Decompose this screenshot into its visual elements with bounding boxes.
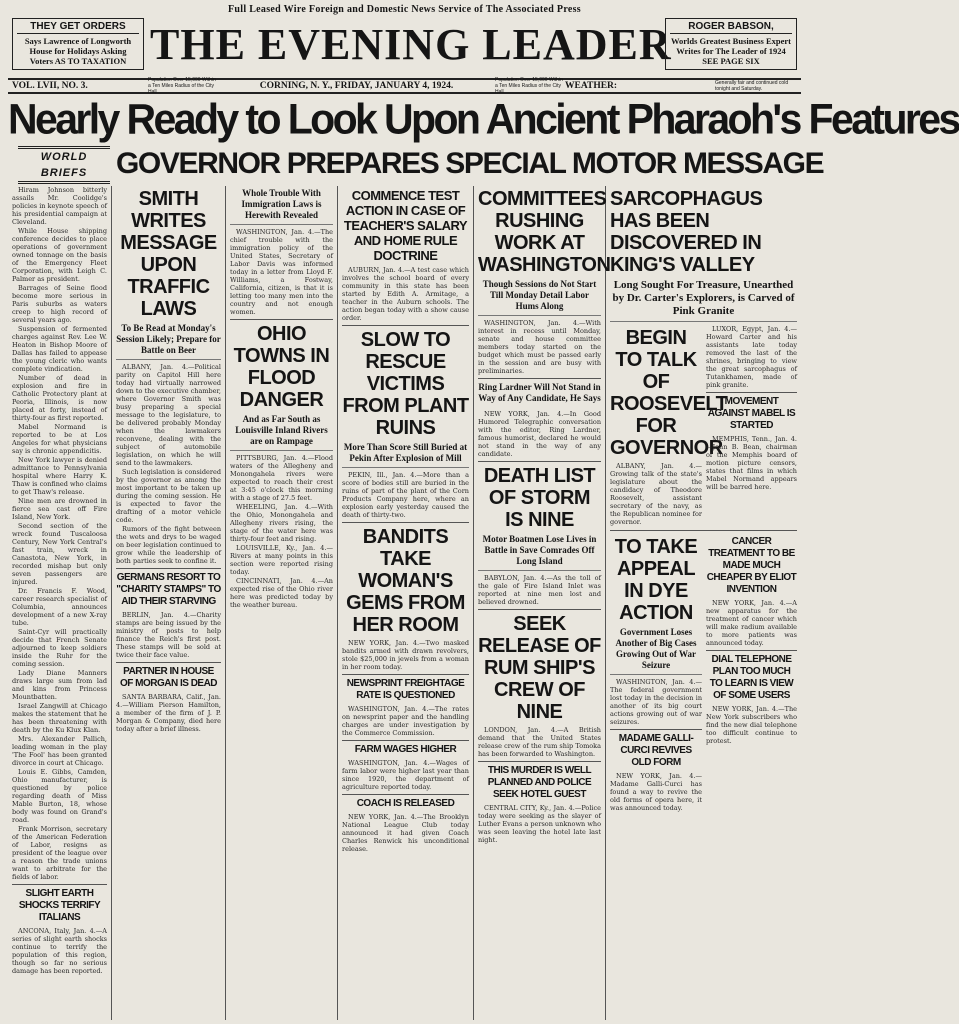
pekin-headline: SLOW TO RESCUE VICTIMS FROM PLANT RUINS xyxy=(342,329,469,439)
left-ear-head: THEY GET ORDERS xyxy=(17,21,139,34)
roosevelt-headline: BEGIN TO TALK OF ROOSEVELT FOR GOVERNOR xyxy=(610,327,728,459)
smith-text xyxy=(116,363,221,565)
charity-stamps-para: BERLIN, Jan. 4.—Charity stamps are being issued by the ministry of posts to help finance the Reich's first post. These stamps will be sold at twice their face value. xyxy=(116,611,221,659)
world-brief-item: Israel Zangwill at Chicago makes the statement that he has been threatening with death by the Ku Klux Klan. xyxy=(12,702,107,734)
dial-telephone-para: NEW YORK, Jan. 4.—The New York subscribers who find the new dial telephone too difficult continue to protest. xyxy=(706,705,797,745)
storm-deck: Motor Boatmen Lose Lives in Battle in Save Comrades Off Long Island xyxy=(478,534,601,571)
cancer-column xyxy=(706,534,797,813)
columns xyxy=(8,186,801,1020)
column-world-briefs xyxy=(8,186,112,1020)
ohio-para: LOUISVILLE, Ky., Jan. 4.—Rivers at many points in this section were reported rising today. xyxy=(230,544,333,576)
cancer-headline: CANCER TREATMENT TO BE MADE MUCH CHEAPER BY ELIOT INVENTION xyxy=(706,536,797,595)
world-briefs-list xyxy=(12,186,107,881)
pekin-text xyxy=(342,471,469,519)
morgan-text xyxy=(116,693,221,733)
bandits-para: NEW YORK, Jan. 4.—Two masked bandits armed with drawn revolvers, stole $25,000 in jewels from a woman in her room today. xyxy=(342,639,469,671)
morgan-para: SANTA BARBARA, Calif., Jan. 4.—William Pierson Hamilton, a member of the firm of J. P. Morgan & Company, died here today after a brief illness. xyxy=(116,693,221,733)
morgan-head: PARTNER IN HOUSE OF MORGAN IS DEAD xyxy=(119,666,218,689)
ohio-para: WHEELING, Jan. 4.—With the Ohio, Monongahela and Allegheny rivers rising, the stage of the water here was thirty-four feet and rising. xyxy=(230,503,333,543)
ohio-para: PITTSBURG, Jan. 4.—Flood waters of the Allegheny and Monongahela rivers were expected to reach their crest at 3:45 o'clock this morning with a stage of 27.5 feet. xyxy=(230,454,333,502)
charity-stamps-text xyxy=(116,611,221,659)
world-brief-item: Dr. Francis F. Wood, career research specialist of Columbia, announces development of a new X-ray tube. xyxy=(12,587,107,627)
right-ear-box xyxy=(665,18,797,70)
divider xyxy=(116,662,221,663)
galli-curci-headline: MADAME GALLI-CURCI REVIVES OLD FORM xyxy=(618,733,694,768)
left-ear-body: Says Lawrence of Longworth House for Holidays Asking Voters AS TO TAXATION xyxy=(24,36,132,66)
divider xyxy=(706,650,797,651)
bandits-headline: BANDITS TAKE WOMAN'S GEMS FROM HER ROOM xyxy=(346,526,465,636)
rum-ship-headline: SEEK RELEASE OF RUM SHIP'S CREW OF NINE xyxy=(478,613,601,723)
dye-headline: TO TAKE APPEAL IN DYE ACTION xyxy=(614,536,698,624)
volume-number: VOL. LVII, NO. 3. xyxy=(12,81,88,91)
sarcophagus-headline: SARCOPHAGUS HAS BEEN DISCOVERED IN KING'S VALLEY xyxy=(610,188,763,276)
world-briefs-label: WORLD BRIEFS xyxy=(18,146,110,184)
nameplate: THE EVENING LEADER xyxy=(150,20,672,69)
coach-para: NEW YORK, Jan. 4.—The Brooklyn National League Club today announced it had given Coach Charles Renwick his unconditional release. xyxy=(342,813,469,853)
world-brief-item: Barrages of Seine flood become more serious in Paris suburbs as waters creep to high record of several years ago. xyxy=(12,284,107,324)
weather-label: WEATHER: xyxy=(565,81,618,91)
rum-ship-para: LONDON, Jan. 4.—A British demand that the United States release crew of the rum ship Tomoka has been forwarded to Washington. xyxy=(478,726,601,758)
mabel-para: MEMPHIS, Tenn., Jan. 4.—John B. Bean, chairman of the Memphis board of motion picture censors, states that films in which Mabel Normand appears will be barred here. xyxy=(706,435,797,491)
subbanner-row xyxy=(8,144,824,186)
newsprint-text xyxy=(342,705,469,737)
lardner-headline: Ring Lardner Will Not Stand in Way of Any Candidate, He Says xyxy=(478,382,601,403)
teacher-para: AUBURN, Jan. 4.—A test case which involves the school board of every community in this state has been started by Edith A. Armitage, a teacher in the Auburn schools. The action began today with a show cause order. xyxy=(342,266,469,322)
world-brief-item: Mrs. Alexander Pallich, leading woman in the play 'The Fool' has been granted divorce in court at Chicago. xyxy=(12,735,107,767)
storm-text xyxy=(478,574,601,606)
committees-text xyxy=(478,319,601,375)
divider xyxy=(342,325,469,326)
divider xyxy=(342,522,469,523)
divider xyxy=(610,729,702,730)
column-committees xyxy=(474,186,611,1020)
farm-wages-text xyxy=(342,759,469,791)
world-brief-item: Louis E. Gibbs, Camden, Ohio manufacturer, is questioned by police regarding death of Miss Mable Burton, 18, whose body was found on Grand's road. xyxy=(12,768,107,824)
banner-headline: Nearly Ready to Look Upon Ancient Pharaoh's Features xyxy=(8,94,959,144)
cancer-text xyxy=(706,599,797,647)
farm-wages-headline: FARM WAGES HIGHER xyxy=(354,744,457,755)
divider xyxy=(478,609,601,610)
sarcophagus-text xyxy=(706,325,797,389)
masthead xyxy=(8,16,801,78)
committees-headline: COMMITTEES RUSHING WORK AT WASHINGTON xyxy=(478,188,611,276)
newsprint-headline: NEWSPRINT FREIGHTAGE RATE IS QUESTIONED xyxy=(346,678,465,701)
ohio-para: CINCINNATI, Jan. 4.—An expected rise of the Ohio river here was predicted today by the weather bureau. xyxy=(230,577,333,609)
sarcophagus-deck: Long Sought For Treasure, Unearthed by Dr. Carter's Explorers, is Carved of Pink Granite xyxy=(610,279,797,322)
dial-telephone-headline: DIAL TELEPHONE PLAN TOO MUCH TO LEARN IS VIEW OF SOME USERS xyxy=(709,654,794,701)
column-ohio xyxy=(226,186,338,1020)
smith-para: Such legislation is considered by the governor as among the most important to be taken up during the coming session. He is expected to favor the drafting of a motor vehicle code. xyxy=(116,468,221,524)
topline: Full Leased Wire Foreign and Domestic News Service of The Associated Press xyxy=(227,4,581,15)
world-brief-item: Saint-Cyr will practically decide that French Senate adjourned to keep soldiers inside the Ruhr for the coming session. xyxy=(12,628,107,668)
immigration-deck: Whole Trouble With Immigration Laws is Herewith Revealed xyxy=(230,188,333,225)
divider xyxy=(706,392,797,393)
world-brief-item: New York lawyer is denied admittance to Pennsylvania hospital where Harry K. Thaw is confined who claims to get Thaw's release. xyxy=(12,456,107,496)
roosevelt-text xyxy=(610,462,702,526)
world-brief-item: Frank Morrison, secretary of the American Federation of Labor, resigns as president of the league over a reason the trade unions want to arbitrate for the fields of labor. xyxy=(12,825,107,881)
dye-text xyxy=(610,678,702,726)
right-ear-head: ROGER BABSON, xyxy=(670,21,792,34)
ohio-text xyxy=(230,454,333,609)
sarcophagus-split xyxy=(610,325,797,527)
pekin-deck: More Than Score Still Buried at Pekin After Explosion of Mill xyxy=(342,442,469,468)
divider xyxy=(342,740,469,741)
galli-curci-para: NEW YORK, Jan. 4.—Madame Galli-Curci has found a way to revive the old forms of opera here, it was announced today. xyxy=(610,772,702,812)
slight-earth-head: SLIGHT EARTH SHOCKS TERRIFY ITALIANS xyxy=(18,888,101,923)
sarcophagus-story-column xyxy=(706,325,797,527)
immigration-text xyxy=(230,228,333,316)
divider xyxy=(342,794,469,795)
subbanner-headline: GOVERNOR PREPARES SPECIAL MOTOR MESSAGE xyxy=(116,147,824,180)
pekin-para: PEKIN, Ill., Jan. 4.—More than a score of bodies still are buried in the ruins of part of the plant of the Corn Products Company here, where an explosion early yesterday caused the death of thirty-two. xyxy=(342,471,469,519)
rum-ship-text xyxy=(478,726,601,758)
roosevelt-column xyxy=(610,325,728,527)
population-note-left: Population Over 15,000 Within a Ten Miles Radius of the City Hall xyxy=(148,77,216,95)
population-note-right: Population Over 15,000 Within a Ten Miles Radius of the City Hall xyxy=(495,77,563,95)
dateline-place-date: CORNING, N. Y., FRIDAY, JANUARY 4, 1924. xyxy=(259,81,454,91)
dye-split xyxy=(610,534,797,813)
murder-headline: THIS MURDER IS WELL PLANNED AND POLICE SEEK HOTEL GUEST xyxy=(487,765,592,800)
newsprint-para: WASHINGTON, Jan. 4.—The rates on newsprint paper and the handling charges are under investigation by the Commerce Commission. xyxy=(342,705,469,737)
coach-headline: COACH IS RELEASED xyxy=(356,798,455,809)
dial-telephone-text xyxy=(706,705,797,745)
slight-earth-text xyxy=(12,927,107,975)
world-brief-item: Mabel Normand is reported to be at Los Angeles for what physicians say is chronic appendicitis. xyxy=(12,423,107,455)
galli-curci-text xyxy=(610,772,702,812)
storm-headline: DEATH LIST OF STORM IS NINE xyxy=(483,465,596,531)
smith-headline: SMITH WRITES MESSAGE UPON TRAFFIC LAWS xyxy=(120,188,217,320)
right-ear-body: Worlds Greatest Business Expert Writes for The Leader of 1924 SEE PAGE SIX xyxy=(670,36,792,66)
dye-column xyxy=(610,534,702,813)
teacher-headline: COMMENCE TEST ACTION IN CASE OF TEACHER'S SALARY AND HOME RULE DOCTRINE xyxy=(343,188,468,263)
column-sarcophagus xyxy=(606,186,801,1020)
world-brief-item: While House shipping conference decides to place operations of government owned tonnage on the basis of the Emergency Fleet Corporation, with Leigh C. Palmer as president. xyxy=(12,227,107,283)
bandits-text xyxy=(342,639,469,671)
ohio-headline: OHIO TOWNS IN FLOOD DANGER xyxy=(233,323,330,411)
sarcophagus-para: LUXOR, Egypt, Jan. 4.—Howard Carter and his assistants late today removed the last of the shrines, bringing to view the great sarcophagus of Tutankhamen, made of pink granite. xyxy=(706,325,797,389)
column-teacher xyxy=(338,186,474,1020)
committees-para: WASHINGTON, Jan. 4.—With interest in recess until Monday, senate and house committee members today started on the budget which must be passed early in the session and are busy with preliminaries. xyxy=(478,319,601,375)
smith-para: ALBANY, Jan. 4.—Political parity on Capitol Hill here today had virtually narrowed down to the executive chamber, where Governor Smith was busy preparing a special message to the legislature, to be delivered probably Monday when the lawmakers reconvene, dealing with the subject of automobile legislation, on which he will send to the lawmakers. xyxy=(116,363,221,467)
weather-detail: Generally fair and continued cold tonight and Saturday. xyxy=(715,80,789,92)
dateline xyxy=(8,78,801,94)
world-brief-item: Suspension of fermented charges against Rev. Lee W. Heaton in Bishop Moore of Dallas has failed to appease the young cleric who wants complete vindication. xyxy=(12,325,107,373)
murder-para: CENTRAL CITY, Ky., Jan. 4.—Police today were seeking as the slayer of Luther Evans a person unknown who was seen leaving the hotel late last night. xyxy=(478,804,601,844)
divider xyxy=(478,761,601,762)
divider xyxy=(610,530,797,531)
world-brief-item: Hiram Johnson bitterly assails Mr. Coolidge's policies in keynote speech of his presidential campaign at Cleveland. xyxy=(12,186,108,226)
divider xyxy=(478,378,601,379)
mabel-text xyxy=(706,435,797,491)
world-brief-item: Lady Diane Manners draws large sum from lad and kins from Princess Mountbatten. xyxy=(12,669,107,701)
coach-text xyxy=(342,813,469,853)
cancer-para: NEW YORK, Jan. 4.—A new apparatus for the treatment of cancer which will make radium available to more patients was announced today. xyxy=(706,599,797,647)
divider xyxy=(116,568,221,569)
left-ear-box xyxy=(12,18,144,70)
smith-para: Rumors of the fight between the wets and drys to be waged on beer legislation continued to grow while the leadership of both parties seek to confine it. xyxy=(116,525,221,565)
immigration-para: WASHINGTON, Jan. 4.—The chief trouble with the immigration policy of the United States, Secretary of Labor Davis was informed today in a letter from Lloyd F. Williams, a Fostway, California, citizen, is that it is letting too many men into the country and not enough women. xyxy=(230,228,333,316)
world-brief-item: Number of dead in explosion and fire in Catholic Protectory plant at Peoria, Illinois, is now placed at forty, instead of thirty-four as first reported. xyxy=(12,374,107,422)
column-smith xyxy=(112,186,226,1020)
committees-deck: Though Sessions do Not Start Till Monday Detail Labor Hums Along xyxy=(478,279,601,316)
lardner-text xyxy=(478,410,601,458)
murder-text xyxy=(478,804,601,844)
charity-stamps-head: GERMANS RESORT TO "CHARITY STAMPS" TO AID THEIR STARVING xyxy=(116,572,221,607)
divider xyxy=(12,884,107,885)
smith-deck: To Be Read at Monday's Session Likely; Prepare for Battle on Beer xyxy=(116,323,221,360)
ohio-deck: And as Far South as Louisville Inland Rivers are on Rampage xyxy=(230,414,333,451)
divider xyxy=(342,674,469,675)
world-brief-item: Nine men are drowned in fierce sea cast off Fire Island, New York. xyxy=(12,497,107,521)
roosevelt-para: ALBANY, Jan. 4.—Growing talk of the state's legislature about the candidacy of Theodore Roosevelt, assistant secretary of the navy, as the Republican nominee for governor. xyxy=(610,462,702,526)
mabel-headline: MOVEMENT AGAINST MABEL IS STARTED xyxy=(707,396,796,431)
teacher-text xyxy=(342,266,469,322)
farm-wages-para: WASHINGTON, Jan. 4.—Wages of farm labor were higher last year than since 1920, the department of agriculture reported today. xyxy=(342,759,469,791)
world-brief-item: Second section of the wreck found Tuscaloosa Century, New York Central's fast train, wreck in Canastota, New York, in recorded mishap but only seven passengers are injured. xyxy=(12,522,107,586)
dye-deck: Government Loses Another of Big Cases Growing Out of War Seizure xyxy=(610,627,702,675)
divider xyxy=(478,461,601,462)
dye-para: WASHINGTON, Jan. 4.—The federal government lost today in the decision in another of its big court actions growing out of war seizures. xyxy=(610,678,702,726)
slight-earth-para: ANCONA, Italy, Jan. 4.—A series of slight earth shocks continue to terrify the population of this region, though so far no serious damage has been reported. xyxy=(12,927,107,975)
divider xyxy=(230,319,333,320)
storm-para: BABYLON, Jan. 4.—As the toll of the gale of Fire Island Inlet was reported at nine men lost and believed drowned. xyxy=(478,574,601,606)
lardner-para: NEW YORK, Jan. 4.—In Good Humored Telegraphic conversation with the editor, Ring Lardner, famous humorist, declared he would not stand in the way of any candidate. xyxy=(478,410,601,458)
